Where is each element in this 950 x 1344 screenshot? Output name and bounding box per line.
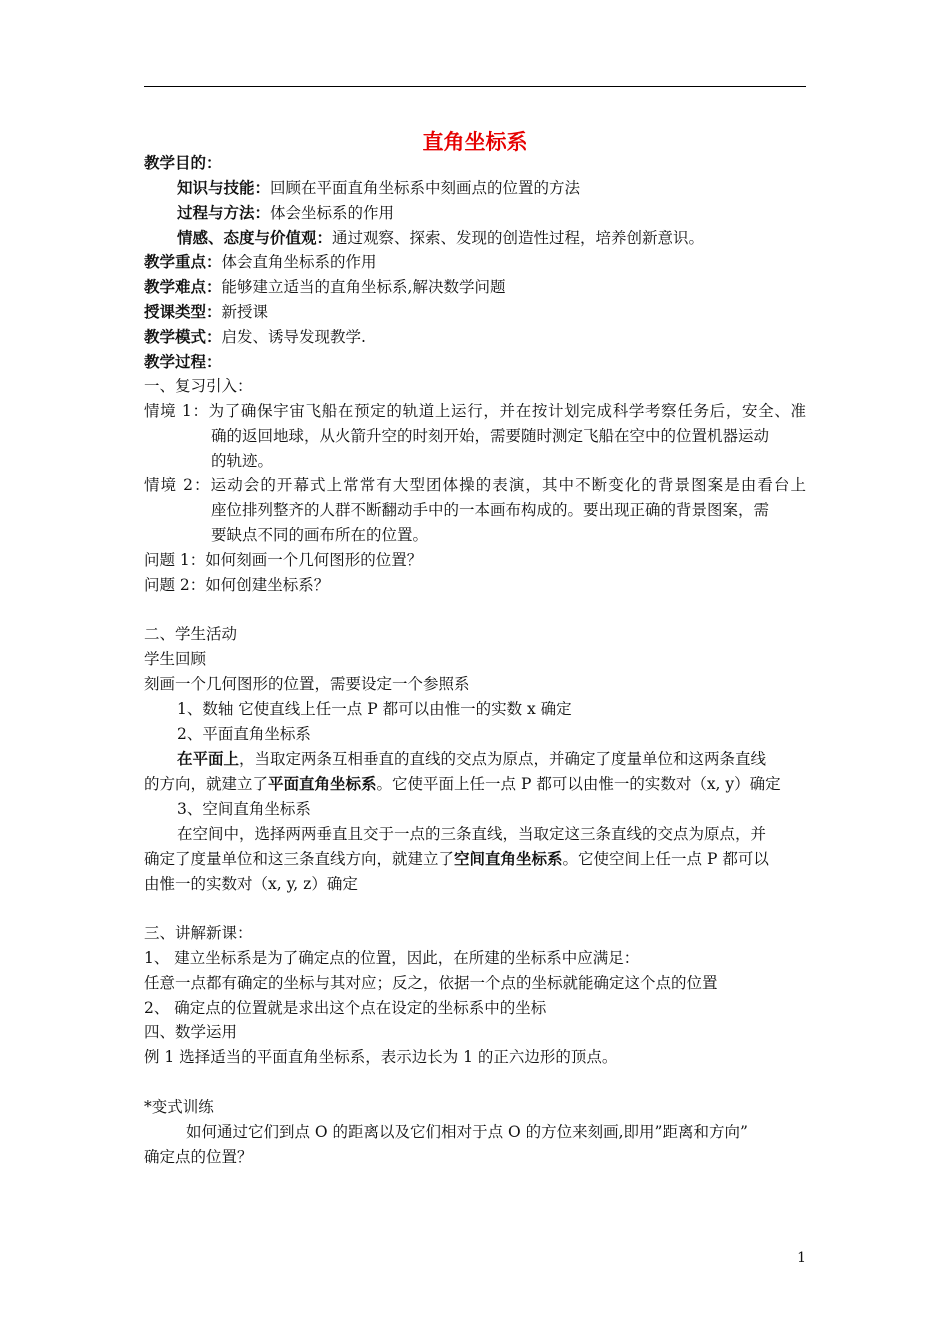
variant-line-2: 确定点的位置？ bbox=[144, 1148, 253, 1166]
section-1-heading: 一、复习引入： bbox=[144, 377, 253, 395]
scenario-1-line-1: 情境 1：为了确保宇宙飞船在预定的轨道上运行，并在按计划完成科学考察任务后，安全、准 bbox=[144, 402, 806, 420]
process-line bbox=[177, 203, 394, 223]
space-paragraph-line-1: 在空间中，选择两两垂直且交于一点的三条直线，当取定这三条直线的交点为原点，并 bbox=[177, 825, 767, 843]
section-3-heading: 三、讲解新课： bbox=[144, 924, 253, 942]
new-lesson-point-1b: 任意一点都有确定的坐标与其对应；反之，依据一个点的坐标就能确定这个点的位置 bbox=[144, 974, 718, 992]
knowledge-line bbox=[177, 178, 580, 198]
header-rule bbox=[144, 86, 806, 87]
knowledge-text: 回顾在平面直角坐标系中刻画点的位置的方法 bbox=[270, 179, 581, 197]
space-paragraph-line-2 bbox=[144, 849, 769, 869]
page-number: 1 bbox=[797, 1250, 806, 1266]
new-lesson-point-1: 1、 建立坐标系是为了确定点的位置，因此，在所建的坐标系中应满足： bbox=[144, 949, 640, 967]
space-text-2a: 确定了度量单位和这三条直线方向，就建立了 bbox=[144, 850, 455, 868]
example-1: 例 1 选择适当的平面直角坐标系，表示边长为 1 的正六边形的顶点。 bbox=[144, 1048, 618, 1066]
scenario-1-line-3: 的轨迹。 bbox=[211, 452, 274, 470]
difficulty-label: 教学难点： bbox=[144, 278, 222, 296]
key-text: 体会直角坐标系的作用 bbox=[221, 253, 377, 271]
scenario-1-line-2: 确的返回地球，从火箭升空的时刻开始，需要随时测定飞船在空中的位置机器运动 bbox=[211, 427, 770, 445]
reference-system-line: 刻画一个几何图形的位置，需要设定一个参照系 bbox=[144, 675, 470, 693]
type-label: 授课类型： bbox=[144, 303, 222, 321]
scenario-2-line-2: 座位排列整齐的人群不断翻动手中的一本画布构成的。要出现正确的背景图案，需 bbox=[211, 501, 770, 519]
plane-system-item: 2、平面直角坐标系 bbox=[177, 725, 311, 743]
emotion-line bbox=[177, 228, 704, 248]
section-4-heading: 四、数学运用 bbox=[144, 1023, 238, 1041]
key-line bbox=[144, 252, 377, 272]
goal-heading: 教学目的： bbox=[144, 154, 222, 172]
emotion-label: 情感、态度与价值观： bbox=[177, 229, 333, 247]
variant-training-heading: *变式训练 bbox=[144, 1098, 214, 1116]
process-text: 体会坐标系的作用 bbox=[270, 204, 395, 222]
space-system-item: 3、空间直角坐标系 bbox=[177, 800, 311, 818]
emotion-text: 通过观察、探索、发现的创造性过程，培养创新意识。 bbox=[332, 229, 705, 247]
difficulty-text: 能够建立适当的直角坐标系,解决数学问题 bbox=[221, 278, 506, 296]
new-lesson-point-2: 2、 确定点的位置就是求出这个点在设定的坐标系中的坐标 bbox=[144, 999, 547, 1017]
mode-text: 启发、诱导发现教学. bbox=[221, 328, 366, 346]
variant-line-1: 如何通过它们到点 O 的距离以及它们相对于点 O 的方位来刻画,即用”距离和方向” bbox=[186, 1123, 748, 1141]
question-1: 问题 1：如何刻画一个几何图形的位置？ bbox=[144, 551, 423, 569]
process-label: 过程与方法： bbox=[177, 204, 271, 222]
plane-bold-phrase: 在平面上 bbox=[177, 750, 240, 768]
plane-bold-term: 平面直角坐标系 bbox=[268, 775, 377, 793]
type-line bbox=[144, 302, 268, 322]
mode-line bbox=[144, 327, 366, 347]
procedure-label: 教学过程： bbox=[144, 353, 222, 371]
key-label: 教学重点： bbox=[144, 253, 222, 271]
scenario-2-line-1: 情境 2：运动会的开幕式上常常有大型团体操的表演，其中不断变化的背景图案是由看台上 bbox=[144, 476, 806, 494]
space-paragraph-line-3: 由惟一的实数对（x, y, z）确定 bbox=[144, 875, 358, 893]
mode-label: 教学模式： bbox=[144, 328, 222, 346]
plane-paragraph-line-2 bbox=[144, 774, 781, 794]
section-2-heading: 二、学生活动 bbox=[144, 625, 238, 643]
type-text: 新授课 bbox=[221, 303, 269, 321]
plane-paragraph-line-1 bbox=[177, 749, 766, 769]
student-review: 学生回顾 bbox=[144, 650, 207, 668]
page-title: 直角坐标系 bbox=[422, 130, 528, 154]
knowledge-label: 知识与技能： bbox=[177, 179, 271, 197]
plane-text-2a: 的方向，就建立了 bbox=[144, 775, 269, 793]
number-axis-item: 1、数轴 它使直线上任一点 P 都可以由惟一的实数 x 确定 bbox=[177, 700, 572, 718]
plane-text-2b: 。它使平面上任一点 P 都可以由惟一的实数对（x, y）确定 bbox=[376, 775, 781, 793]
space-bold-term: 空间直角坐标系 bbox=[454, 850, 563, 868]
question-2: 问题 2：如何创建坐标系？ bbox=[144, 576, 330, 594]
space-text-2b: 。它使空间上任一点 P 都可以 bbox=[562, 850, 769, 868]
scenario-2-line-3: 要缺点不同的画布所在的位置。 bbox=[211, 526, 429, 544]
plane-text-1: ，当取定两条互相垂直的直线的交点为原点，并确定了度量单位和这两条直线 bbox=[239, 750, 767, 768]
difficulty-line bbox=[144, 277, 505, 297]
